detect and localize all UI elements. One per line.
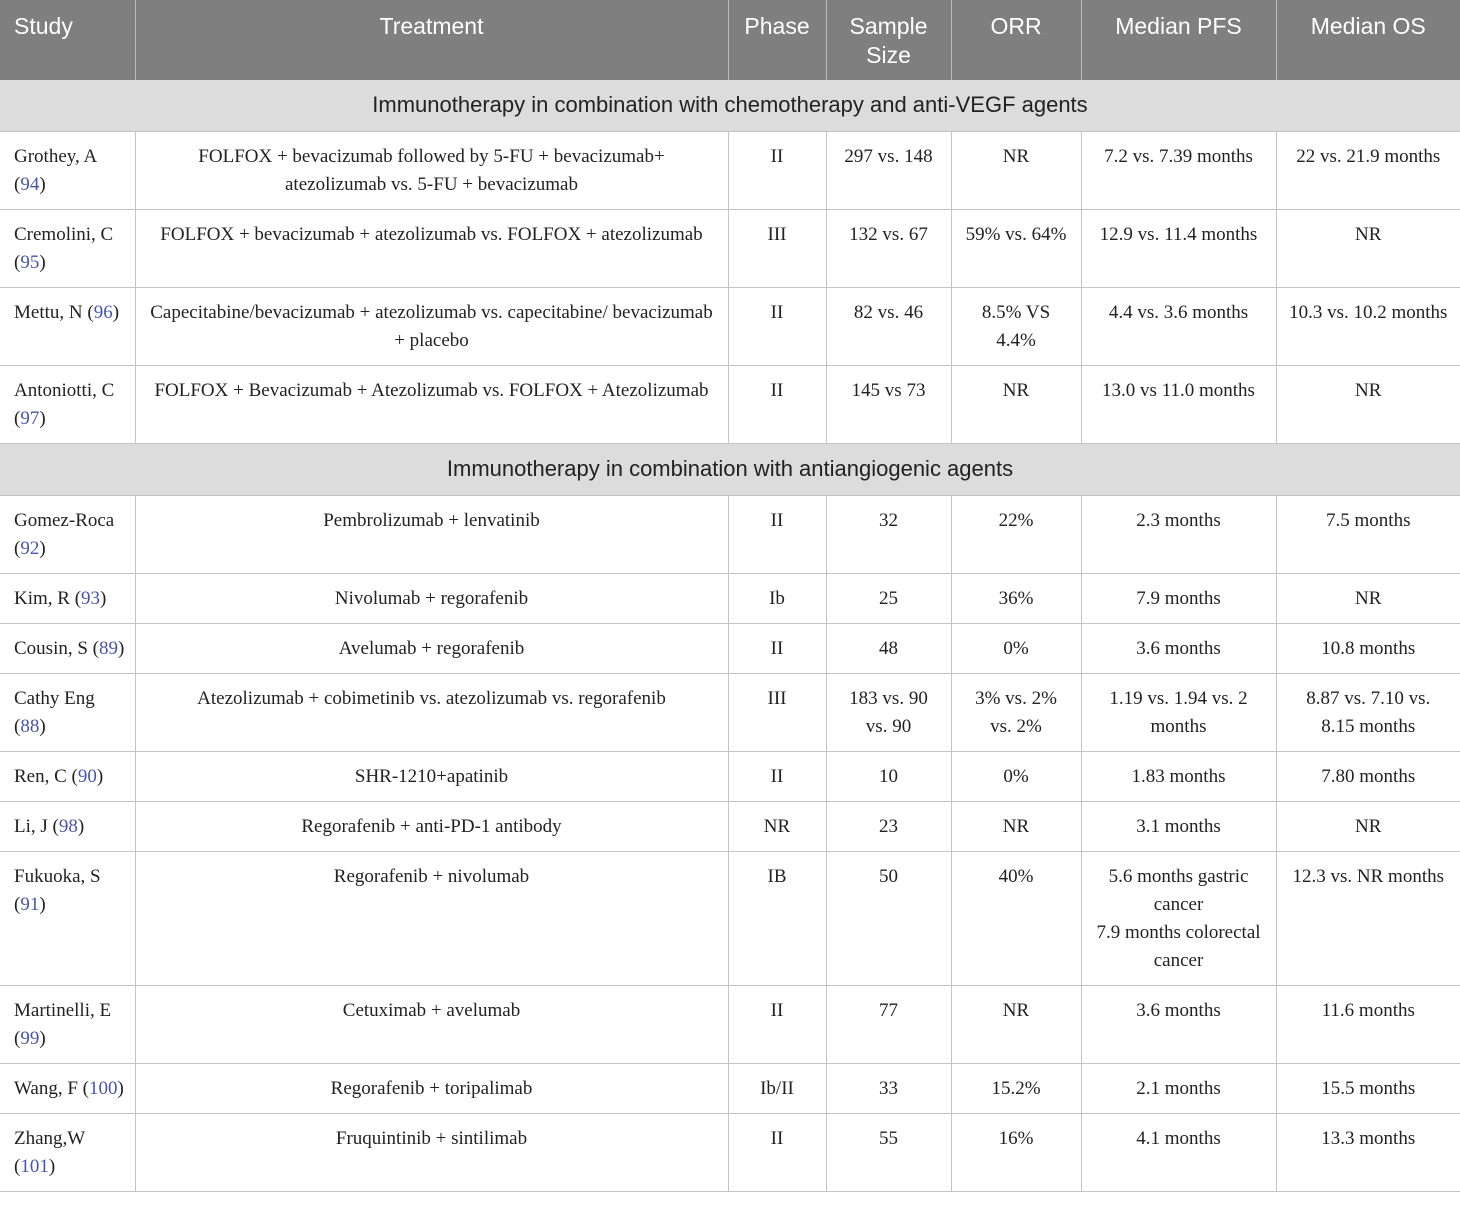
cell-phase: II [728,496,826,574]
cell-median-pfs: 7.2 vs. 7.39 months [1081,132,1276,210]
study-author: Zhang,W [14,1128,85,1149]
cell-median-os: NR [1276,802,1460,852]
reference-link[interactable]: 93 [81,588,101,609]
reference-link[interactable]: 88 [20,716,40,737]
cell-study: Antoniotti, C (97) [0,366,135,444]
cell-median-os: 10.8 months [1276,624,1460,674]
cell-phase: II [728,986,826,1064]
header-row [0,0,1460,80]
section-header-row [0,444,1460,496]
cell-phase: NR [728,802,826,852]
cell-median-os: NR [1276,366,1460,444]
cell-median-pfs: 2.3 months [1081,496,1276,574]
cell-phase: II [728,132,826,210]
cell-orr: 59% vs. 64% [951,210,1081,288]
cell-treatment: FOLFOX + Bevacizumab + Atezolizumab vs. FOLFOX + Atezolizumab [135,366,728,444]
pfs-line: 7.9 months colorectal cancer [1096,922,1261,971]
cell-median-os: 22 vs. 21.9 months [1276,132,1460,210]
cell-phase: II [728,366,826,444]
cell-treatment: Regorafenib + anti-PD-1 antibody [135,802,728,852]
cell-median-os: 8.87 vs. 7.10 vs. 8.15 months [1276,674,1460,752]
cell-median-os: 11.6 months [1276,986,1460,1064]
header-orr: ORR [951,0,1081,80]
cell-study: Zhang,W (101) [0,1114,135,1192]
cell-orr: NR [951,986,1081,1064]
reference-link[interactable]: 89 [99,638,118,659]
cell-orr: 15.2% [951,1064,1081,1114]
reference-link[interactable]: 92 [20,538,40,559]
cell-study: Fukuoka, S (91) [0,852,135,986]
cell-median-pfs [1081,852,1276,986]
study-author: Grothey, A [14,146,97,167]
cell-study: Cousin, S (89) [0,624,135,674]
cell-phase: II [728,624,826,674]
reference-link[interactable]: 95 [20,252,40,273]
study-author: Fukuoka, S [14,866,101,887]
cell-treatment: Fruquintinib + sintilimab [135,1114,728,1192]
cell-treatment: Nivolumab + regorafenib [135,574,728,624]
cell-sample-size: 297 vs. 148 [826,132,951,210]
cell-orr: 40% [951,852,1081,986]
table-row [0,986,1460,1064]
cell-median-pfs: 7.9 months [1081,574,1276,624]
reference-link[interactable]: 91 [20,894,40,915]
reference-link[interactable]: 90 [77,766,97,787]
cell-median-pfs: 1.19 vs. 1.94 vs. 2 months [1081,674,1276,752]
cell-phase: II [728,752,826,802]
cell-median-os: NR [1276,574,1460,624]
cell-median-pfs: 3.6 months [1081,624,1276,674]
study-author: Cousin, S [14,638,88,659]
reference-link[interactable]: 96 [93,302,113,323]
cell-sample-size: 23 [826,802,951,852]
cell-median-pfs: 3.6 months [1081,986,1276,1064]
cell-orr: 16% [951,1114,1081,1192]
study-author: Cremolini, C [14,224,114,245]
study-author: Antoniotti, C [14,380,115,401]
cell-sample-size: 82 vs. 46 [826,288,951,366]
cell-sample-size: 25 [826,574,951,624]
cell-sample-size: 132 vs. 67 [826,210,951,288]
table-row [0,624,1460,674]
reference-link[interactable]: 100 [89,1078,118,1099]
cell-sample-size: 32 [826,496,951,574]
study-author: Gomez-Roca [14,510,115,531]
cell-median-os: 10.3 vs. 10.2 months [1276,288,1460,366]
cell-sample-size: 183 vs. 90 vs. 90 [826,674,951,752]
table-row [0,752,1460,802]
cell-median-os: 12.3 vs. NR months [1276,852,1460,986]
table-row [0,802,1460,852]
header-median-os: Median OS [1276,0,1460,80]
table-row [0,574,1460,624]
table-row [0,366,1460,444]
table-body [0,80,1460,1192]
cell-median-pfs: 1.83 months [1081,752,1276,802]
cell-orr: 0% [951,752,1081,802]
cell-orr: NR [951,802,1081,852]
table-row [0,1064,1460,1114]
study-author: Kim, R [14,588,70,609]
cell-sample-size: 48 [826,624,951,674]
reference-link[interactable]: 99 [20,1028,40,1049]
cell-orr: 36% [951,574,1081,624]
cell-treatment: Regorafenib + toripalimab [135,1064,728,1114]
study-author: Cathy Eng [14,688,95,709]
reference-link[interactable]: 98 [58,816,78,837]
table-row [0,288,1460,366]
header-treatment: Treatment [135,0,728,80]
cell-sample-size: 33 [826,1064,951,1114]
cell-study: Grothey, A (94) [0,132,135,210]
cell-study: Ren, C (90) [0,752,135,802]
cell-orr: 3% vs. 2% vs. 2% [951,674,1081,752]
cell-study: Kim, R (93) [0,574,135,624]
cell-treatment: Atezolizumab + cobimetinib vs. atezolizumab vs. regorafenib [135,674,728,752]
cell-treatment: SHR-1210+apatinib [135,752,728,802]
cell-sample-size: 77 [826,986,951,1064]
cell-median-pfs: 4.1 months [1081,1114,1276,1192]
table-row [0,1114,1460,1192]
cell-sample-size: 145 vs 73 [826,366,951,444]
cell-median-os: 7.80 months [1276,752,1460,802]
pfs-line: 5.6 months gastric cancer [1108,866,1249,915]
header-phase: Phase [728,0,826,80]
cell-phase: III [728,674,826,752]
cell-orr: 8.5% VS 4.4% [951,288,1081,366]
cell-median-os: 13.3 months [1276,1114,1460,1192]
cell-treatment: Avelumab + regorafenib [135,624,728,674]
cell-phase: IB [728,852,826,986]
cell-phase: II [728,288,826,366]
cell-treatment: Regorafenib + nivolumab [135,852,728,986]
header-study: Study [0,0,135,80]
cell-orr: NR [951,366,1081,444]
header-sample-size: Sample Size [826,0,951,80]
cell-treatment: Pembrolizumab + lenvatinib [135,496,728,574]
study-author: Wang, F [14,1078,78,1099]
cell-median-os: 15.5 months [1276,1064,1460,1114]
cell-sample-size: 55 [826,1114,951,1192]
table-row [0,132,1460,210]
cell-phase: II [728,1114,826,1192]
cell-median-pfs: 2.1 months [1081,1064,1276,1114]
cell-study: Mettu, N (96) [0,288,135,366]
cell-treatment: FOLFOX + bevacizumab followed by 5-FU + bevacizumab+ atezolizumab vs. 5-FU + bevacizumab [135,132,728,210]
header-median-pfs: Median PFS [1081,0,1276,80]
cell-median-pfs: 4.4 vs. 3.6 months [1081,288,1276,366]
study-author: Mettu, N [14,302,83,323]
cell-orr: 0% [951,624,1081,674]
cell-sample-size: 50 [826,852,951,986]
cell-study: Martinelli, E (99) [0,986,135,1064]
cell-phase: III [728,210,826,288]
reference-link[interactable]: 101 [20,1156,49,1177]
cell-sample-size: 10 [826,752,951,802]
cell-treatment: FOLFOX + bevacizumab + atezolizumab vs. FOLFOX + atezolizumab [135,210,728,288]
cell-study: Gomez-Roca (92) [0,496,135,574]
study-author: Martinelli, E [14,1000,112,1021]
cell-median-os: 7.5 months [1276,496,1460,574]
section-title: Immunotherapy in combination with chemotherapy and anti-VEGF agents [0,80,1460,132]
section-title: Immunotherapy in combination with antiangiogenic agents [0,444,1460,496]
cell-median-os: NR [1276,210,1460,288]
cell-phase: Ib [728,574,826,624]
table-row [0,674,1460,752]
cell-orr: 22% [951,496,1081,574]
cell-orr: NR [951,132,1081,210]
section-header-row [0,80,1460,132]
reference-link[interactable]: 94 [20,174,40,195]
cell-study: Li, J (98) [0,802,135,852]
cell-study: Wang, F (100) [0,1064,135,1114]
table-row [0,496,1460,574]
cell-study: Cremolini, C (95) [0,210,135,288]
study-author: Li, J [14,816,48,837]
table-row [0,210,1460,288]
cell-study: Cathy Eng (88) [0,674,135,752]
cell-phase: Ib/II [728,1064,826,1114]
cell-median-pfs: 12.9 vs. 11.4 months [1081,210,1276,288]
cell-treatment: Cetuximab + avelumab [135,986,728,1064]
cell-median-pfs: 13.0 vs 11.0 months [1081,366,1276,444]
table-row [0,852,1460,986]
cell-treatment: Capecitabine/bevacizumab + atezolizumab vs. capecitabine/ bevacizumab + placebo [135,288,728,366]
study-author: Ren, C [14,766,67,787]
reference-link[interactable]: 97 [20,408,40,429]
cell-median-pfs: 3.1 months [1081,802,1276,852]
